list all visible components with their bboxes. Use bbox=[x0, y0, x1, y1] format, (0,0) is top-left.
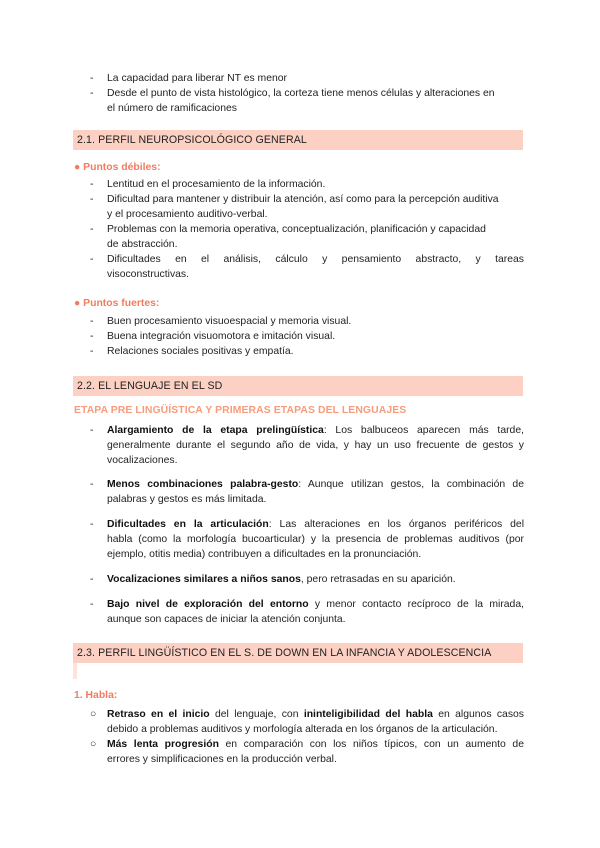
section-heading-2-2: 2.2. EL LENGUAJE EN EL SD bbox=[73, 376, 523, 396]
circle-bullet-icon: ○ bbox=[90, 709, 97, 720]
bullet-dot-icon: ● bbox=[74, 298, 81, 309]
bullet-dot-icon: ● bbox=[74, 162, 81, 173]
section-heading-2-1: 2.1. PERFIL NEUROPSICOLÓGICO GENERAL bbox=[73, 130, 523, 150]
habla-heading: 1. Habla: bbox=[74, 690, 118, 701]
subsection-heading-etapa: ETAPA PRE LINGÜÍSTICA Y PRIMERAS ETAPAS DEL LENGUAJES bbox=[74, 405, 407, 416]
list-item-text: La capacidad para liberar NT es menor bbox=[107, 73, 288, 84]
section-accent-line bbox=[73, 663, 77, 679]
circle-bullet-icon: ○ bbox=[90, 739, 97, 750]
strong-points-heading: ● Puntos fuertes: bbox=[74, 298, 160, 309]
weak-points-heading: ● Puntos débiles: bbox=[74, 162, 161, 173]
list-item-text: Desde el punto de vista histológico, la corteza tiene menos células y alteraciones en bbox=[107, 88, 495, 99]
section-heading-2-3: 2.3. PERFIL LINGÜÍSTICO EN EL S. DE DOWN EN LA INFANCIA Y ADOLESCENCIA bbox=[73, 643, 523, 663]
